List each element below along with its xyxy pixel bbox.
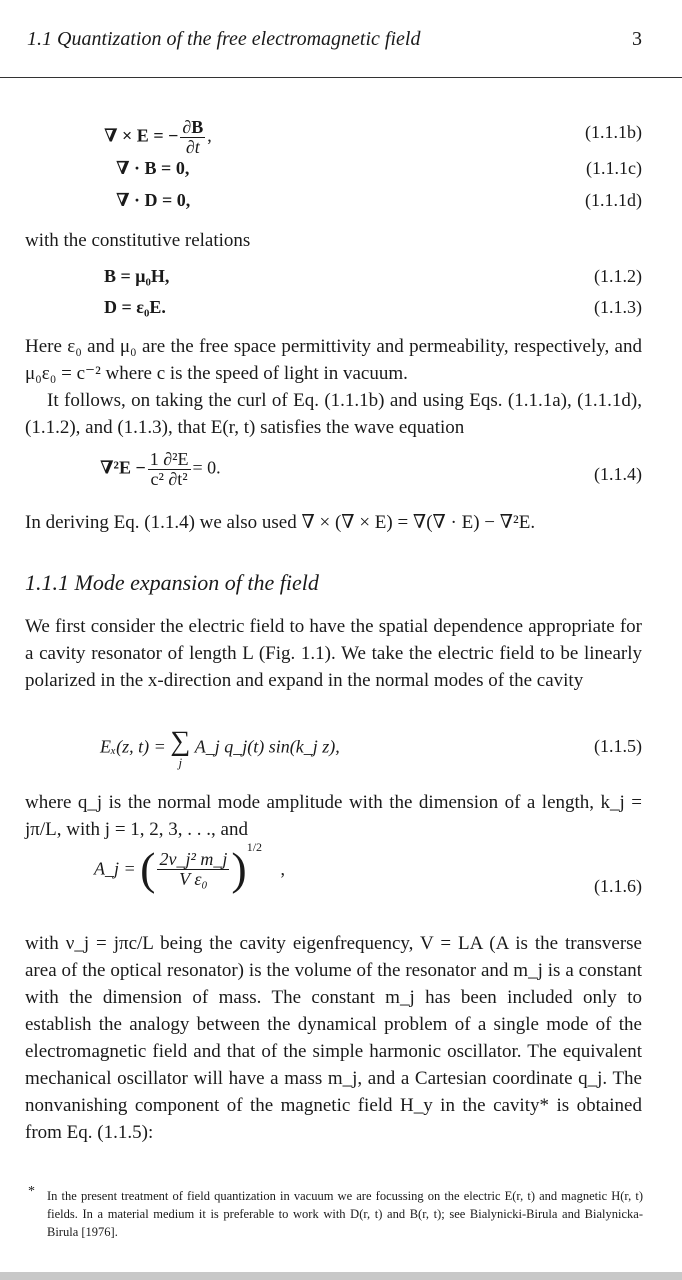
paragraph-with-vj: with ν_j = jπc/L being the cavity eigenfrequency, V = LA (A is the transverse area of the optical resonator) is the volume of the resonator and m_j is a constant with the dimension of mass. The constant m_j has been included only to establish the analogy between the dynamical problem of a single mode of the electromagnetic field and that of the simple harmonic oscillator. The equivalent mechanical oscillator will have a mass m_j, and a Cartesian coordinate q_j. The nonvanishing component of the magnetic field H_y in the cavity* is obtained from Eq. (1.1.5): (25, 933, 642, 1143)
equation-1-1-4 (100, 450, 221, 489)
eq-1-1-6-num: 2ν_j² m_j (159, 848, 228, 869)
eq-1-1-1b-num: ∂B (182, 117, 204, 137)
equation-1-1-1b (104, 118, 212, 157)
equation-1-1-5 (100, 728, 340, 769)
eq-number-1-1-6: (1.1.6) (594, 876, 642, 896)
eq-number-1-1-5: (1.1.5) (594, 736, 642, 756)
eq-1-1-1b-lhs: ∇ × E = − (104, 125, 179, 146)
header-rule (0, 77, 682, 78)
eq-1-1-6-fraction (157, 850, 229, 889)
eq-number-1-1-1c: (1.1.1c) (586, 158, 642, 178)
eq-1-1-5-body: A_j q_j(t) sin(k_j z), (194, 736, 340, 757)
eq-number-1-1-2: (1.1.2) (594, 266, 642, 286)
eq-number-1-1-4: (1.1.4) (594, 464, 642, 484)
eq-1-1-5-lhs: Eₓ(z, t) = (100, 736, 166, 757)
eq-1-1-4-fraction (148, 450, 191, 489)
eq-1-1-4-num: 1 ∂²E (149, 449, 189, 469)
paragraph-permittivity: Here ε₀ and μ₀ are the free space permittivity and permeability, respectively, and μ₀ε₀ = c⁻² where c is the speed of light in vacuum. (25, 336, 642, 384)
section-title: 1.1.1 Mode expansion of the field (25, 570, 319, 595)
footnote-text: In the present treatment of field quantization in vacuum we are focussing on the electric E(r, t) and magnetic H(r, t) fields. In a material medium it is preferable to work with D(r, t) and B(r, t); see Bialynicki-Birula and Bialynicka-Birula [1976]. (47, 1189, 643, 1239)
eq-1-1-4-tail: = 0. (192, 457, 221, 478)
eq-1-1-6-den: V ε₀ (179, 868, 208, 889)
page-number: 3 (632, 28, 642, 50)
paragraph-curl: It follows, on taking the curl of Eq. (1.1.1b) and using Eqs. (1.1.1a), (1.1.1d), (1.1.2), and (1.1.3), that E(r, t) satisfies the wave equation (25, 390, 642, 438)
eq-1-1-6-open-paren: ( (140, 843, 156, 894)
footnote (28, 1184, 643, 1241)
eq-1-1-4-den: c² ∂t² (150, 468, 188, 489)
eq-number-1-1-3: (1.1.3) (594, 297, 642, 317)
eq-1-1-5-sub: j (178, 755, 183, 770)
footnote-mark: * (28, 1184, 35, 1199)
paragraph-deriving: In deriving Eq. (1.1.4) we also used ∇ × (∇ × E) = ∇(∇ · E) − ∇²E. (25, 512, 536, 533)
equation-1-1-1d: ∇ · D = 0, (116, 190, 191, 210)
eq-number-1-1-1b: (1.1.1b) (585, 122, 642, 142)
eq-1-1-4-lhs: ∇²E − (100, 457, 146, 478)
constitutive-intro: with the constitutive relations (25, 230, 251, 251)
equation-1-1-3: D = ε₀E. (104, 297, 166, 317)
eq-1-1-6-tail: , (280, 858, 286, 879)
eq-1-1-6-close-paren: ) (231, 843, 247, 894)
equation-1-1-6 (94, 840, 286, 894)
equation-1-1-1c: ∇ · B = 0, (116, 158, 190, 178)
eq-1-1-5-sum-block (170, 728, 190, 769)
equation-1-1-2: B = μ₀H, (104, 266, 170, 286)
eq-1-1-6-lhs: A_j = (94, 858, 136, 879)
running-title: 1.1 Quantization of the free electromagnetic field (27, 28, 421, 50)
eq-number-1-1-1d: (1.1.1d) (585, 190, 642, 210)
paragraph-where-qj: where q_j is the normal mode amplitude with the dimension of a length, k_j = jπ/L, with j = 1, 2, 3, . . ., and (25, 792, 642, 840)
eq-1-1-1b-fraction (180, 118, 205, 157)
eq-1-1-1b-den: ∂t (185, 136, 200, 157)
paragraph-mode-expansion: We first consider the electric field to have the spatial dependence appropriate for a cavity resonator of length L (Fig. 1.1). We take the electric field to be linearly polarized in the x-direction and expand in the normal modes of the cavity (25, 616, 642, 691)
eq-1-1-1b-tail: , (207, 125, 212, 146)
eq-1-1-5-sum: ∑ (170, 726, 191, 757)
eq-1-1-6-exponent: 1/2 (246, 840, 263, 854)
bottom-scroll-edge (0, 1272, 682, 1280)
